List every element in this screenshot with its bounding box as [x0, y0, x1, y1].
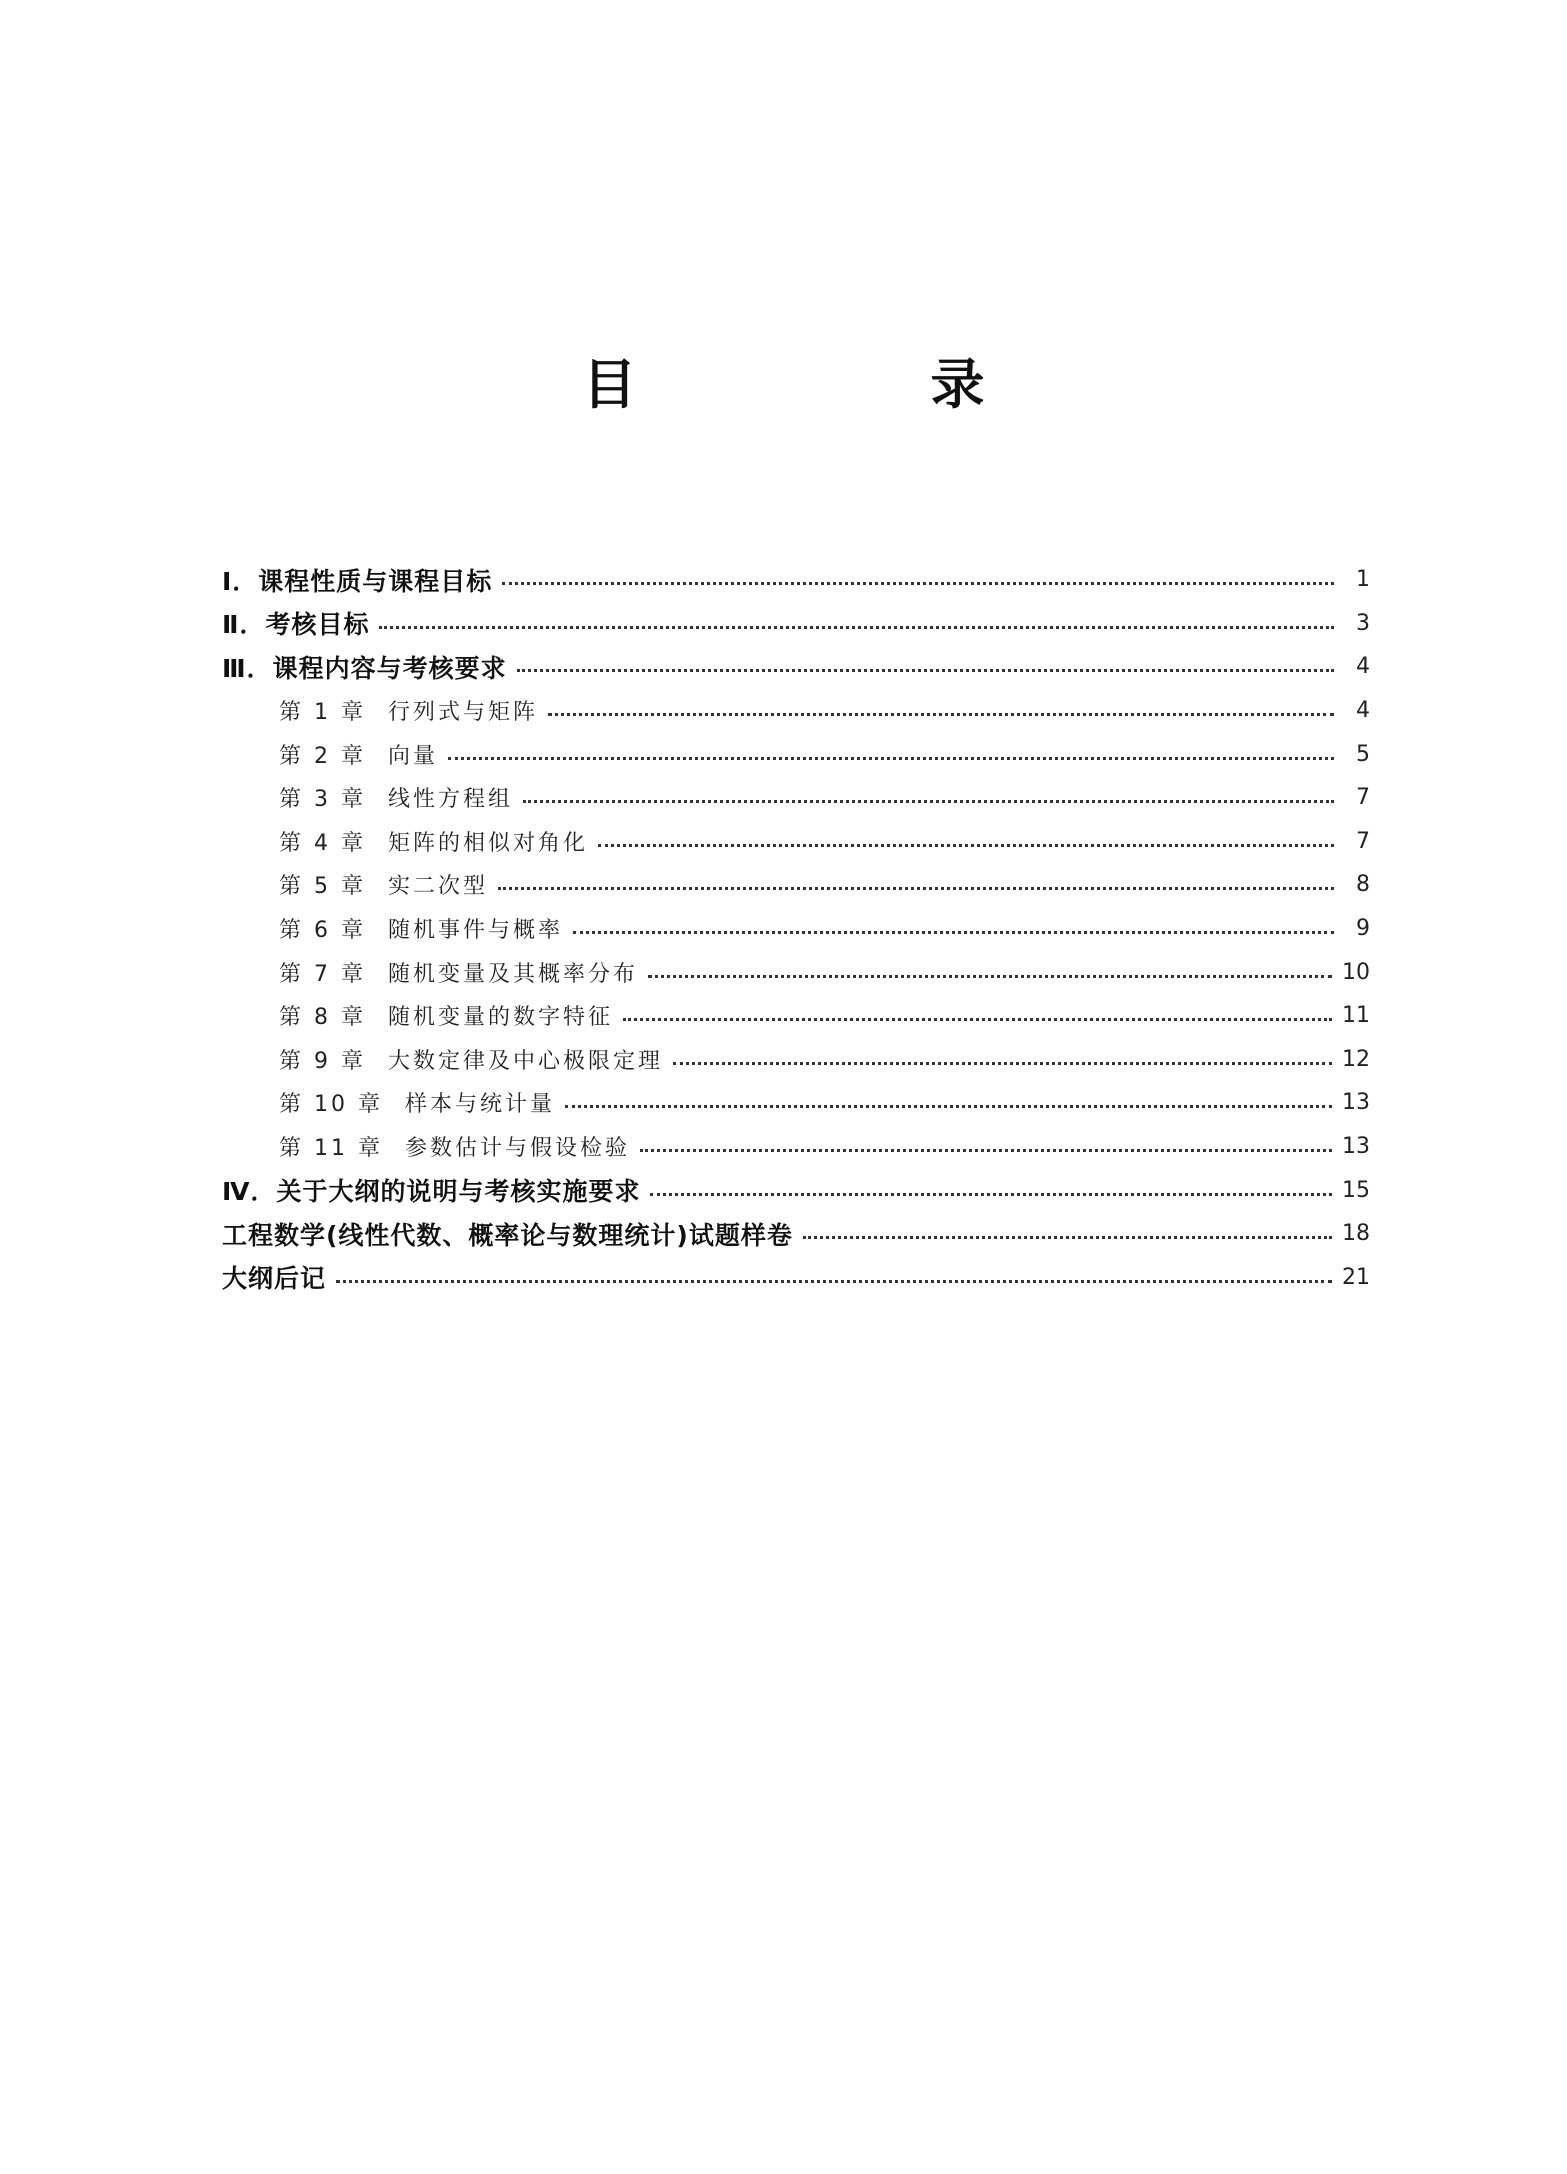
toc-chapter-entry[interactable]: [222, 907, 1370, 951]
toc-chapter-entry[interactable]: [222, 863, 1370, 907]
toc-leader-dots: [517, 669, 1334, 672]
toc-entry-title: 工程数学(线性代数、概率论与数理统计)试题样卷: [222, 1220, 793, 1250]
table-of-contents: [222, 558, 1370, 1299]
toc-page-number: 21: [1342, 1264, 1370, 1290]
toc-leader-dots: [803, 1236, 1332, 1239]
toc-entry[interactable]: [222, 1168, 1370, 1212]
toc-chapter-number: 第 10 章: [279, 1092, 383, 1118]
toc-page-number: 11: [1342, 1003, 1370, 1029]
toc-leader-dots: [673, 1062, 1332, 1065]
toc-leader-dots: [548, 713, 1334, 716]
toc-chapter-number: 第 2 章: [279, 743, 366, 769]
toc-page-number: 13: [1342, 1134, 1370, 1160]
toc-chapter-entry[interactable]: [222, 820, 1370, 864]
toc-leader-dots: [623, 1018, 1332, 1021]
toc-chapter-entry[interactable]: [222, 994, 1370, 1038]
toc-entry-title: 参数估计与假设检验: [404, 1136, 630, 1162]
toc-chapter-entry[interactable]: [222, 776, 1370, 820]
toc-chapter-number: 第 9 章: [279, 1048, 366, 1074]
toc-chapter-number: 第 1 章: [279, 700, 366, 726]
toc-leader-dots: [598, 844, 1334, 847]
toc-page-number: 4: [1356, 698, 1370, 724]
toc-entry-title: 线性方程组: [387, 787, 513, 813]
toc-chapter-entry[interactable]: [222, 1038, 1370, 1082]
toc-page-number: 9: [1356, 916, 1370, 942]
toc-entry-title: 向量: [387, 743, 438, 769]
toc-leader-dots: [650, 1193, 1332, 1196]
toc-leader-dots: [502, 582, 1334, 585]
toc-leader-dots: [573, 931, 1334, 934]
toc-chapter-number: 第 7 章: [279, 961, 366, 987]
page-title: 目 录: [582, 353, 1105, 416]
toc-chapter-number: 第 3 章: [279, 787, 366, 813]
toc-entry[interactable]: [222, 558, 1370, 602]
toc-entry-title: 行列式与矩阵: [387, 700, 538, 726]
toc-leader-dots: [498, 887, 1334, 890]
toc-chapter-entry[interactable]: [222, 1081, 1370, 1125]
toc-chapter-entry[interactable]: [222, 732, 1370, 776]
toc-entry-title: 随机事件与概率: [387, 918, 563, 944]
toc-chapter-number: 第 8 章: [279, 1005, 366, 1031]
toc-leader-dots: [523, 800, 1334, 803]
toc-page-number: 7: [1356, 828, 1370, 854]
toc-leader-dots: [336, 1280, 1332, 1283]
toc-entry[interactable]: [222, 645, 1370, 689]
toc-leader-dots: [448, 757, 1334, 760]
toc-entry-title: 大纲后记: [222, 1264, 327, 1294]
toc-chapter-number: 第 11 章: [279, 1136, 383, 1162]
toc-page-number: 8: [1356, 872, 1370, 898]
toc-page-number: 10: [1342, 959, 1370, 985]
toc-entry[interactable]: [222, 1256, 1370, 1300]
toc-entry-title: 随机变量的数字特征: [387, 1005, 613, 1031]
toc-page-number: 15: [1342, 1177, 1370, 1203]
toc-entry-title: Ⅱ．考核目标: [222, 610, 370, 640]
toc-entry-title: 实二次型: [387, 874, 488, 900]
toc-chapter-entry[interactable]: [222, 950, 1370, 994]
toc-chapter-number: 第 4 章: [279, 830, 366, 856]
toc-page-number: 13: [1342, 1090, 1370, 1116]
toc-entry-title: 样本与统计量: [404, 1092, 555, 1118]
toc-entry-title: Ⅳ．关于大纲的说明与考核实施要求: [222, 1177, 641, 1207]
toc-page-number: 7: [1356, 785, 1370, 811]
toc-entry-title: Ⅲ．课程内容与考核要求: [222, 653, 507, 683]
toc-page-number: 5: [1356, 741, 1370, 767]
toc-entry-title: Ⅰ．课程性质与课程目标: [222, 566, 493, 596]
toc-entry-title: 大数定律及中心极限定理: [387, 1048, 663, 1074]
toc-page-number: 1: [1356, 567, 1370, 593]
toc-page-number: 18: [1342, 1221, 1370, 1247]
toc-entry[interactable]: [222, 602, 1370, 646]
toc-page-number: 4: [1356, 654, 1370, 680]
toc-entry[interactable]: [222, 1212, 1370, 1256]
toc-leader-dots: [565, 1105, 1332, 1108]
toc-leader-dots: [379, 626, 1334, 629]
toc-page-number: 3: [1356, 610, 1370, 636]
toc-page-number: 12: [1342, 1046, 1370, 1072]
toc-chapter-entry[interactable]: [222, 689, 1370, 733]
toc-leader-dots: [640, 1149, 1332, 1152]
toc-chapter-number: 第 5 章: [279, 874, 366, 900]
toc-chapter-number: 第 6 章: [279, 918, 366, 944]
toc-leader-dots: [648, 975, 1332, 978]
toc-chapter-entry[interactable]: [222, 1125, 1370, 1169]
toc-entry-title: 随机变量及其概率分布: [387, 961, 638, 987]
toc-entry-title: 矩阵的相似对角化: [387, 830, 588, 856]
